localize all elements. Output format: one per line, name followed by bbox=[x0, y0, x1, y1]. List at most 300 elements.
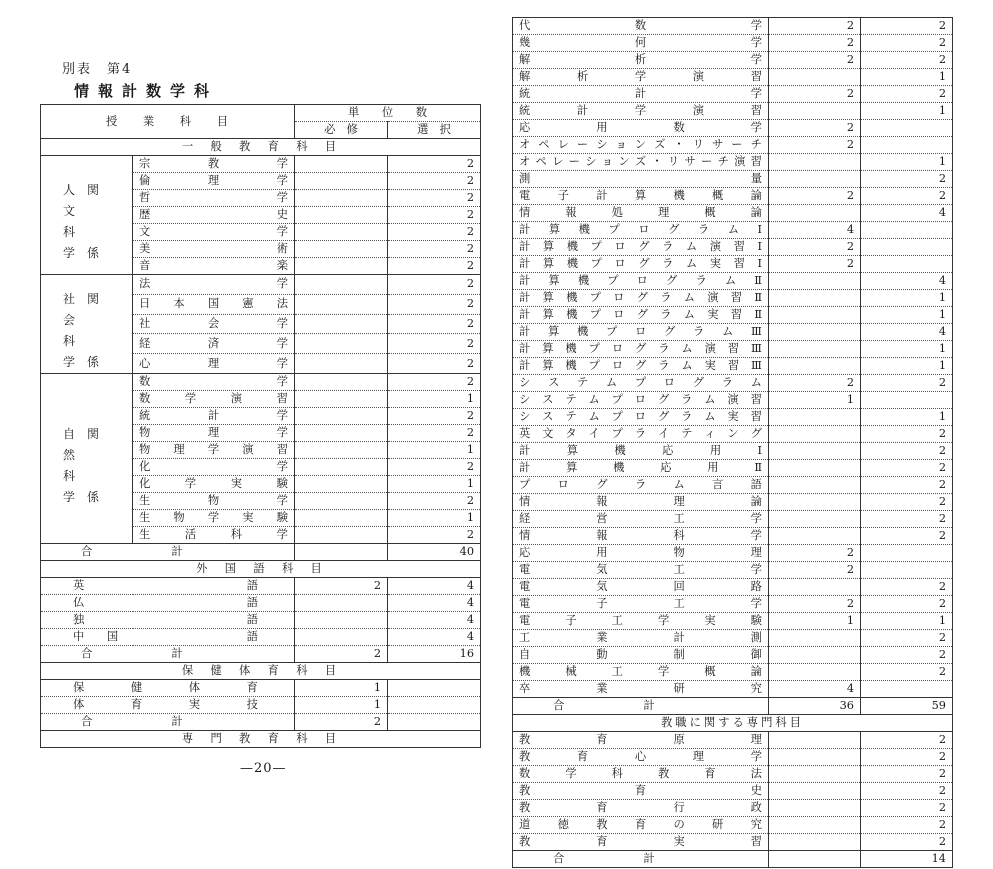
required-cell bbox=[769, 647, 861, 664]
subject-name: 統 計 学 bbox=[519, 87, 762, 100]
subject-cell bbox=[133, 190, 295, 207]
required-cell: 2 bbox=[295, 578, 388, 595]
required-cell bbox=[295, 156, 388, 173]
elective-cell bbox=[861, 222, 953, 239]
required-cell bbox=[769, 273, 861, 290]
specialized-section-title: 専 門 教 育 科 目 bbox=[181, 732, 340, 745]
elective-cell: 1 bbox=[388, 476, 481, 493]
elective-cell: 4 bbox=[861, 273, 953, 290]
table-row bbox=[513, 52, 953, 69]
subject-cell bbox=[513, 681, 769, 698]
subject-cell bbox=[513, 460, 769, 477]
required-cell bbox=[769, 290, 861, 307]
subject-cell bbox=[513, 596, 769, 613]
social-category-label bbox=[41, 275, 132, 373]
elective-cell: 2 bbox=[388, 241, 481, 258]
subject-cell bbox=[513, 834, 769, 851]
subject-name: 物 理 学 bbox=[139, 426, 288, 439]
elective-cell: 2 bbox=[861, 732, 953, 749]
elective-cell: 1 bbox=[388, 391, 481, 408]
subject-cell bbox=[513, 86, 769, 103]
subject-name: 宗 教 学 bbox=[139, 157, 288, 170]
subject-cell bbox=[513, 817, 769, 834]
table-row bbox=[513, 341, 953, 358]
subject-cell bbox=[41, 629, 295, 646]
teaching-total-elective: 14 bbox=[861, 851, 953, 868]
elective-cell: 2 bbox=[861, 52, 953, 69]
elective-cell: 2 bbox=[861, 630, 953, 647]
table-row bbox=[41, 680, 481, 697]
right-curriculum-table bbox=[512, 17, 953, 868]
general-section-title: 一 般 教 育 科 目 bbox=[41, 139, 481, 156]
table-row bbox=[513, 494, 953, 511]
required-cell: 2 bbox=[769, 120, 861, 137]
table-row bbox=[513, 307, 953, 324]
health-section-title: 保 健 体 育 科 目 bbox=[41, 663, 481, 680]
language-suffix: 語 bbox=[246, 613, 259, 626]
elective-cell: 2 bbox=[861, 426, 953, 443]
required-cell bbox=[769, 460, 861, 477]
language-suffix: 語 bbox=[246, 579, 259, 592]
table-row bbox=[513, 324, 953, 341]
subject-column-header: 授 業 科 目 bbox=[41, 105, 295, 139]
required-cell bbox=[769, 766, 861, 783]
subject-cell bbox=[513, 647, 769, 664]
natural-category-label bbox=[41, 410, 132, 508]
elective-cell: 2 bbox=[861, 834, 953, 851]
elective-cell: 2 bbox=[861, 511, 953, 528]
subject-cell bbox=[133, 275, 295, 295]
table-row bbox=[513, 18, 953, 35]
category-label-line: 学 係 bbox=[63, 355, 100, 369]
table-row bbox=[513, 715, 953, 732]
subject-name: 計 算 機 応 用 Ⅰ bbox=[519, 444, 762, 457]
subject-name: 美 術 bbox=[139, 242, 289, 255]
table-row bbox=[513, 358, 953, 375]
language-name: 中 国 bbox=[73, 630, 119, 643]
subject-name: 機 械 工 学 概 論 bbox=[519, 665, 762, 678]
elective-cell: 2 bbox=[388, 425, 481, 442]
elective-cell: 2 bbox=[388, 374, 481, 391]
subject-name: 計 算 機 プ ロ グ ラ ム Ⅲ bbox=[519, 325, 762, 338]
required-cell bbox=[295, 207, 388, 224]
subject-cell bbox=[133, 391, 295, 408]
required-cell bbox=[769, 426, 861, 443]
category-label-line: 科 bbox=[63, 468, 76, 483]
elective-cell bbox=[861, 562, 953, 579]
required-cell bbox=[769, 358, 861, 375]
required-cell bbox=[295, 374, 388, 391]
required-cell bbox=[295, 354, 388, 374]
table-row bbox=[513, 800, 953, 817]
subject-name: 法 学 bbox=[139, 277, 289, 291]
table-row bbox=[513, 460, 953, 477]
subject-cell bbox=[513, 273, 769, 290]
required-cell bbox=[769, 834, 861, 851]
subject-name: 化 学 実 験 bbox=[139, 477, 288, 490]
elective-cell: 2 bbox=[388, 207, 481, 224]
elective-cell: 4 bbox=[861, 324, 953, 341]
subject-cell bbox=[513, 562, 769, 579]
elective-cell: 2 bbox=[861, 596, 953, 613]
required-cell: 2 bbox=[769, 256, 861, 273]
table-row bbox=[513, 664, 953, 681]
required-cell bbox=[295, 476, 388, 493]
subject-name: 解 析 学 bbox=[519, 53, 762, 66]
table-row bbox=[513, 86, 953, 103]
subject-name: 応 用 数 学 bbox=[519, 121, 762, 134]
subject-name: 応 用 物 理 bbox=[519, 546, 762, 559]
table-row bbox=[513, 443, 953, 460]
table-row bbox=[513, 698, 953, 715]
subject-cell bbox=[41, 697, 295, 714]
required-cell bbox=[769, 579, 861, 596]
table-row bbox=[41, 156, 481, 173]
subject-name: 統 計 学 演 習 bbox=[519, 104, 762, 117]
table-row bbox=[513, 103, 953, 120]
category-label-line: 科 bbox=[63, 225, 76, 239]
elective-cell: 2 bbox=[861, 375, 953, 392]
subject-name: 教 育 史 bbox=[519, 784, 762, 797]
table-row bbox=[513, 613, 953, 630]
category-label-line: 社 関 bbox=[63, 292, 100, 306]
elective-cell: 1 bbox=[388, 510, 481, 527]
subject-name: 幾 何 学 bbox=[519, 36, 762, 49]
elective-cell: 2 bbox=[861, 766, 953, 783]
elective-cell: 1 bbox=[861, 69, 953, 86]
required-cell: 1 bbox=[295, 697, 388, 714]
required-cell bbox=[295, 190, 388, 207]
subject-cell bbox=[513, 579, 769, 596]
subject-cell bbox=[513, 171, 769, 188]
required-cell bbox=[769, 69, 861, 86]
category-label-line: 自 関 bbox=[63, 426, 100, 441]
table-row bbox=[41, 374, 481, 391]
subject-name: 解 析 学 演 習 bbox=[519, 70, 762, 83]
required-cell bbox=[295, 408, 388, 425]
table-row bbox=[513, 681, 953, 698]
table-row bbox=[513, 817, 953, 834]
table-row bbox=[41, 629, 481, 646]
subject-name: 日 本 国 憲 法 bbox=[139, 297, 288, 311]
elective-cell bbox=[861, 120, 953, 137]
language-name: 独 bbox=[73, 613, 85, 626]
elective-cell: 2 bbox=[861, 18, 953, 35]
subject-name: 電 子 計 算 機 概 論 bbox=[519, 189, 762, 202]
elective-cell: 2 bbox=[388, 493, 481, 510]
table-row bbox=[513, 749, 953, 766]
table-row bbox=[513, 834, 953, 851]
subject-cell bbox=[513, 341, 769, 358]
table-row bbox=[513, 477, 953, 494]
table-row bbox=[513, 562, 953, 579]
required-cell: 2 bbox=[769, 375, 861, 392]
subject-cell bbox=[513, 664, 769, 681]
subject-cell bbox=[133, 241, 295, 258]
subject-name: 電 気 回 路 bbox=[519, 580, 762, 593]
table-row bbox=[513, 375, 953, 392]
subject-cell bbox=[133, 510, 295, 527]
required-cell bbox=[769, 817, 861, 834]
elective-cell: 4 bbox=[388, 629, 481, 646]
elective-cell: 2 bbox=[861, 800, 953, 817]
category-label-line: 学 係 bbox=[63, 246, 100, 260]
elective-cell: 2 bbox=[388, 314, 481, 334]
subject-cell bbox=[513, 324, 769, 341]
subject-cell bbox=[513, 409, 769, 426]
table-row bbox=[41, 697, 481, 714]
subject-cell bbox=[133, 374, 295, 391]
subject-name: 音 楽 bbox=[139, 259, 289, 272]
required-cell: 2 bbox=[769, 188, 861, 205]
subject-name: 自 動 制 御 bbox=[519, 648, 762, 661]
category-label-line: 学 係 bbox=[63, 489, 100, 504]
subject-name: 計 算 機 プ ロ グ ラ ム 演 習 Ⅱ bbox=[519, 291, 762, 304]
elective-cell: 2 bbox=[861, 494, 953, 511]
table-row bbox=[513, 766, 953, 783]
subject-name: 教 育 実 習 bbox=[519, 835, 762, 848]
elective-cell: 2 bbox=[388, 459, 481, 476]
elective-cell: 2 bbox=[388, 156, 481, 173]
required-cell: 2 bbox=[769, 18, 861, 35]
elective-cell: 2 bbox=[388, 294, 481, 314]
subject-cell bbox=[513, 749, 769, 766]
subject-cell bbox=[133, 442, 295, 459]
elective-cell: 1 bbox=[861, 341, 953, 358]
subject-cell bbox=[513, 630, 769, 647]
required-cell bbox=[769, 205, 861, 222]
language-suffix: 語 bbox=[246, 596, 259, 609]
subject-name: 統 計 学 bbox=[139, 409, 288, 422]
required-cell bbox=[769, 630, 861, 647]
table-row bbox=[513, 171, 953, 188]
subject-cell bbox=[133, 425, 295, 442]
subject-cell bbox=[513, 239, 769, 256]
subject-name: 教 育 行 政 bbox=[519, 801, 762, 814]
subject-name: 体 育 実 技 bbox=[73, 698, 258, 711]
required-cell bbox=[769, 494, 861, 511]
required-cell bbox=[769, 800, 861, 817]
subject-cell bbox=[133, 207, 295, 224]
foreign-total-required: 2 bbox=[295, 646, 388, 663]
health-total-elective bbox=[388, 714, 481, 731]
left-curriculum-table bbox=[40, 104, 481, 748]
elective-cell: 2 bbox=[861, 86, 953, 103]
subject-cell bbox=[513, 18, 769, 35]
page-number: —20— bbox=[240, 761, 287, 776]
subject-cell bbox=[41, 578, 295, 595]
subject-name: 教 育 心 理 学 bbox=[519, 750, 762, 763]
subject-name: 文 学 bbox=[139, 225, 289, 238]
subject-name: 社 会 学 bbox=[139, 316, 288, 330]
subject-cell bbox=[513, 545, 769, 562]
required-cell: 4 bbox=[769, 222, 861, 239]
required-cell bbox=[769, 749, 861, 766]
elective-cell: 4 bbox=[388, 612, 481, 629]
elective-cell: 2 bbox=[861, 443, 953, 460]
table-row bbox=[41, 275, 481, 295]
subject-name: 工 業 計 測 bbox=[519, 631, 762, 644]
table-row bbox=[513, 188, 953, 205]
elective-cell: 2 bbox=[861, 477, 953, 494]
subject-cell bbox=[133, 527, 295, 544]
elective-cell: 2 bbox=[861, 171, 953, 188]
teaching-section-title: 教職に関する専門科目 bbox=[513, 715, 953, 732]
language-name: 英 bbox=[73, 579, 85, 592]
table-row bbox=[513, 154, 953, 171]
foreign-section-title: 外 国 語 科 目 bbox=[41, 561, 481, 578]
required-cell bbox=[295, 391, 388, 408]
table-row bbox=[41, 663, 481, 680]
subject-cell bbox=[513, 375, 769, 392]
health-total-required: 2 bbox=[295, 714, 388, 731]
table-row bbox=[513, 851, 953, 868]
required-cell: 2 bbox=[769, 137, 861, 154]
elective-cell: 2 bbox=[861, 188, 953, 205]
subject-cell bbox=[133, 476, 295, 493]
elective-cell: 2 bbox=[861, 35, 953, 52]
subject-name: 倫 理 学 bbox=[139, 174, 288, 187]
subject-cell bbox=[513, 290, 769, 307]
subject-name: 代 数 学 bbox=[519, 19, 762, 32]
subject-cell bbox=[41, 680, 295, 697]
table-row bbox=[41, 731, 481, 748]
subject-cell bbox=[513, 477, 769, 494]
subject-name: 測 量 bbox=[519, 172, 762, 185]
required-cell bbox=[295, 595, 388, 612]
subject-name: 電 子 工 学 bbox=[519, 597, 762, 610]
subject-cell bbox=[513, 511, 769, 528]
category-label-line: 然 bbox=[63, 447, 76, 462]
subject-cell bbox=[133, 173, 295, 190]
category-label-line: 文 bbox=[63, 204, 76, 218]
required-cell: 2 bbox=[769, 52, 861, 69]
required-cell bbox=[769, 324, 861, 341]
subject-name: 生 物 学 実 験 bbox=[139, 511, 288, 524]
elective-cell: 1 bbox=[861, 154, 953, 171]
subject-name: 計 算 機 応 用 Ⅱ bbox=[519, 461, 762, 474]
table-number: 別表 第4 bbox=[62, 62, 133, 77]
table-row bbox=[513, 528, 953, 545]
required-cell: 1 bbox=[295, 680, 388, 697]
elective-cell bbox=[861, 392, 953, 409]
subject-name: シ ス テ ム プ ロ グ ラ ム bbox=[519, 376, 762, 389]
subject-cell bbox=[513, 52, 769, 69]
subject-name: 保 健 体 育 bbox=[73, 681, 258, 694]
teaching-total-label: 合 計 bbox=[513, 851, 769, 868]
language-suffix: 語 bbox=[246, 630, 259, 643]
subject-name: 歴 史 bbox=[139, 208, 289, 221]
required-cell bbox=[295, 442, 388, 459]
category-label-line: 人 関 bbox=[63, 183, 100, 197]
required-cell bbox=[295, 527, 388, 544]
required-cell: 1 bbox=[769, 613, 861, 630]
elective-cell bbox=[388, 680, 481, 697]
foreign-total-elective: 16 bbox=[388, 646, 481, 663]
table-row bbox=[513, 596, 953, 613]
elective-cell: 2 bbox=[388, 173, 481, 190]
subject-name: シ ス テ ム プ ロ グ ラ ム 演 習 bbox=[519, 393, 762, 406]
elective-cell: 2 bbox=[388, 527, 481, 544]
subject-cell bbox=[133, 156, 295, 173]
required-cell bbox=[769, 664, 861, 681]
required-cell: 2 bbox=[769, 562, 861, 579]
elective-cell: 2 bbox=[861, 664, 953, 681]
table-row bbox=[513, 545, 953, 562]
subject-name: 経 営 工 学 bbox=[519, 512, 762, 525]
elective-cell: 2 bbox=[861, 783, 953, 800]
elective-cell: 2 bbox=[861, 460, 953, 477]
subject-name: 化 学 bbox=[139, 460, 289, 473]
required-cell bbox=[295, 258, 388, 275]
required-cell bbox=[769, 409, 861, 426]
table-row bbox=[513, 35, 953, 52]
table-row bbox=[513, 409, 953, 426]
humanities-category-label bbox=[41, 166, 132, 264]
required-cell bbox=[769, 307, 861, 324]
elective-cell: 2 bbox=[388, 258, 481, 275]
table-row bbox=[513, 205, 953, 222]
humanities-category bbox=[41, 156, 133, 275]
subject-name: 情 報 理 論 bbox=[519, 495, 762, 508]
table-row bbox=[41, 612, 481, 629]
table-row bbox=[513, 426, 953, 443]
table-row bbox=[41, 105, 481, 122]
subject-cell bbox=[513, 766, 769, 783]
table-row bbox=[41, 544, 481, 561]
required-cell bbox=[295, 224, 388, 241]
elective-cell bbox=[388, 697, 481, 714]
elective-cell: 1 bbox=[861, 307, 953, 324]
elective-column-header: 選 択 bbox=[388, 122, 481, 139]
subject-name: 計 算 機 プ ロ グ ラ ム Ⅱ bbox=[519, 274, 762, 287]
language-name: 仏 bbox=[73, 596, 85, 609]
required-cell: 2 bbox=[769, 35, 861, 52]
elective-cell: 1 bbox=[861, 290, 953, 307]
required-cell bbox=[295, 425, 388, 442]
elective-cell: 2 bbox=[861, 817, 953, 834]
elective-cell bbox=[861, 681, 953, 698]
subject-name: プ ロ グ ラ ム 言 語 bbox=[519, 478, 762, 491]
elective-cell: 1 bbox=[861, 358, 953, 375]
table-row bbox=[513, 256, 953, 273]
specialized-total-label: 合 計 bbox=[513, 698, 769, 715]
specialized-total-required: 36 bbox=[769, 698, 861, 715]
subject-cell bbox=[133, 459, 295, 476]
subject-cell bbox=[513, 528, 769, 545]
elective-cell: 2 bbox=[388, 224, 481, 241]
general-total-elective: 40 bbox=[388, 544, 481, 561]
subject-cell bbox=[513, 783, 769, 800]
required-cell: 2 bbox=[769, 596, 861, 613]
required-cell bbox=[769, 103, 861, 120]
table-row bbox=[41, 139, 481, 156]
subject-cell bbox=[513, 222, 769, 239]
required-cell bbox=[769, 783, 861, 800]
required-cell: 1 bbox=[769, 392, 861, 409]
subject-name: オ ペ レ ー シ ョ ン ズ ・ リ サ ー チ bbox=[519, 138, 762, 151]
subject-name: 情 報 科 学 bbox=[519, 529, 762, 542]
elective-cell: 2 bbox=[388, 334, 481, 354]
subject-name: 経 済 学 bbox=[139, 336, 288, 350]
subject-name: 情 報 処 理 概 論 bbox=[519, 206, 762, 219]
table-row bbox=[513, 290, 953, 307]
elective-cell bbox=[861, 239, 953, 256]
subject-cell bbox=[513, 494, 769, 511]
required-cell bbox=[769, 341, 861, 358]
units-column-header: 単 位 数 bbox=[295, 105, 481, 122]
required-column-header: 必 修 bbox=[295, 122, 388, 139]
